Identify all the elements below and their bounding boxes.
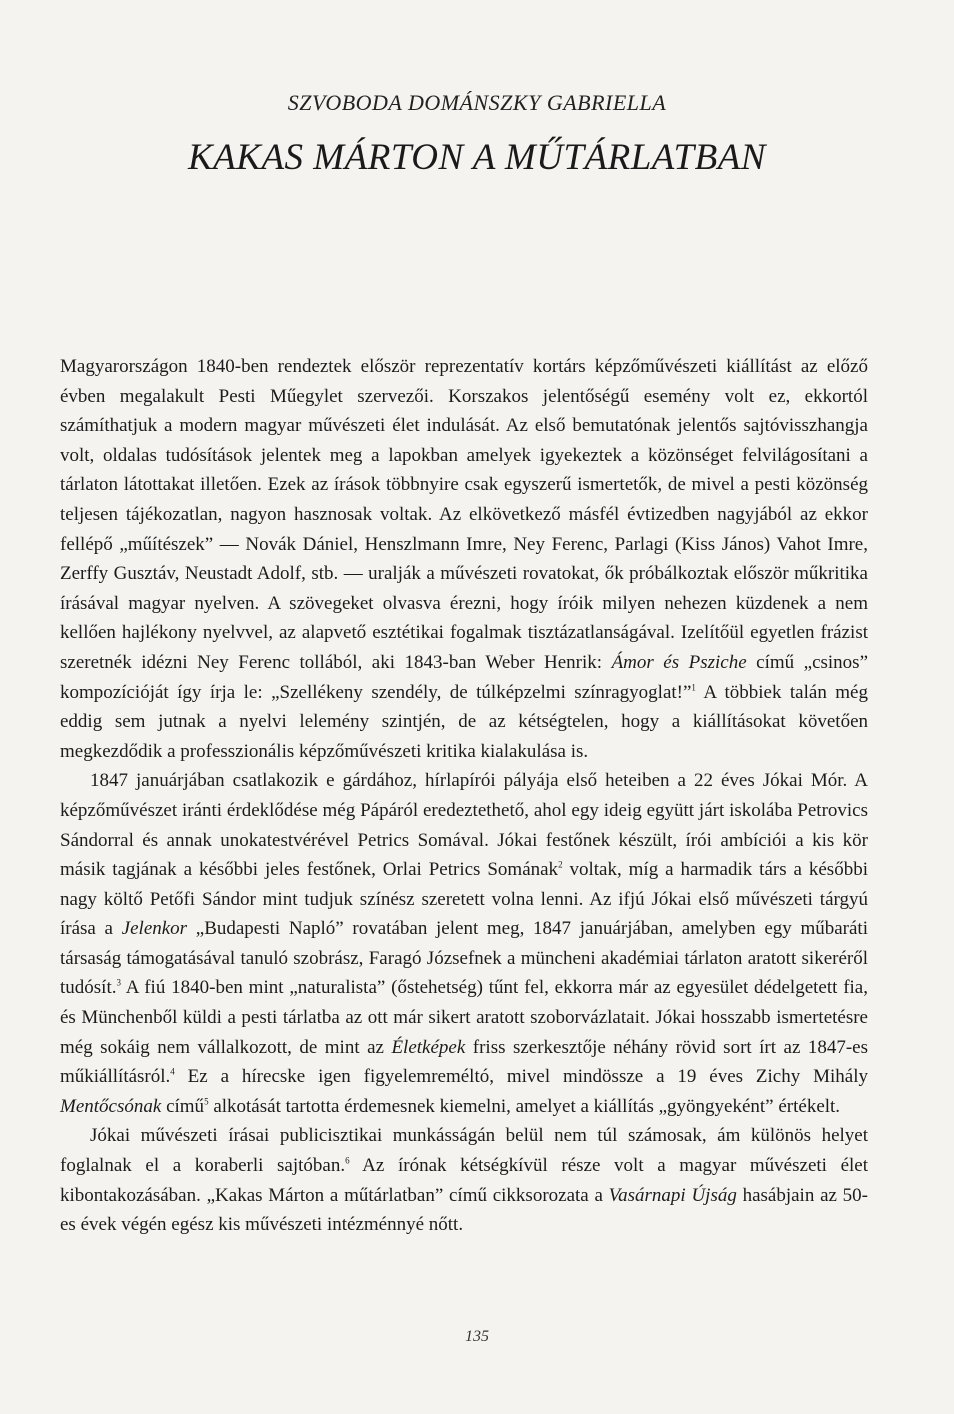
text-run: Magyarországon 1840-ben rendeztek először reprezentatív kortárs képzőművészeti kiállítást az előző évben megalakult Pesti Műegylet szervezői. Korszakos jelentőségű esemény volt ez, ekkortól számíthatjuk a modern magyar művészeti élet indulását. Az első bemutatónak jelentős sajtóvisszhangja volt, oldalas tudósítások jelentek meg a lapokban amelyek igyekeztek a közönséget felvilágosítani a tárlaton látottakat illetően. Ezek az írások többnyire csak egyszerű ismertetők, de mivel a pesti közönség teljesen tájékozatlan, nagyon hasznosak voltak. Az elkövetkező másfél évtizedben nagyjából az ekkor fellépő „műítészek” — Novák Dániel, Henszlmann Imre, Ney Ferenc, Parlagi (Kiss János) Vahot Imre, Zerffy Gusztáv, Neustadt Adolf, stb. — uralják a művészeti rovatokat, ők próbálkoztak először műkritika írásával magyar nyelven. A szövegeket olvasva érezni, hogy íróik milyen nehezen küzdenek a nem kellően hajlékony nyelvvel, az alapvető esztétikai fogalmak tisztázatlanságával. Izelítőül egyetlen frázist szeretnék idézni Ney Ferenc tollából, aki 1843-ban Weber Henrik: [60, 356, 868, 673]
footnote-marker: 2 [558, 859, 563, 870]
italic-text: Mentőcsónak [60, 1095, 162, 1117]
footnote-marker: 3 [116, 978, 121, 989]
body-paragraph [60, 352, 868, 766]
text-run: voltak, míg a harmadik társ a későbbi nagy költő Petőfi Sándor mint tudjuk színész szeretett volna lenni. Az ifjú Jókai első művészeti tárgyú írása a [60, 859, 868, 940]
footnote-marker: 1 [691, 682, 696, 693]
text-run: A többiek talán még eddig sem jutnak a nyelvi lelemény szintjén, de az kétségtelen, hogy a kiállításokat követően megkezdődik a professzionális képzőművészeti kritika kialakulása is. [60, 681, 868, 762]
text-run: friss szerkesztője néhány rövid sort írt az 1847-es műkiállításról. [60, 1036, 869, 1088]
text-run: című [161, 1095, 205, 1117]
footnote-marker: 5 [204, 1096, 209, 1107]
body-paragraph [60, 766, 868, 1121]
article-title: KAKAS MÁRTON A MŰTÁRLATBAN [188, 137, 766, 178]
footnote-marker: 6 [345, 1155, 350, 1166]
italic-text: Jelenkor [121, 918, 188, 940]
text-run: „Budapesti Napló” rovatában jelent meg, 1847 januárjában, amelyben egy műbaráti társaság támogatásával tanuló szobrász, Faragó Józsefnek a müncheni akadémiai tárlaton aratott sikeréről tudósít. [60, 918, 868, 999]
text-run: című „csinos” kompozícióját így írja le: „Szellékeny szendély, de túlképzelmi színragyoglat!” [60, 651, 869, 703]
italic-text: Ámor és Psziche [611, 651, 747, 673]
footnote-marker: 4 [170, 1066, 175, 1077]
body-paragraph [60, 1121, 868, 1239]
text-run: Jókai művészeti írásai publicisztikai munkásságán belül nem túl számosak, ám különös helyet foglalnak el a koraberli sajtóban. [60, 1125, 868, 1177]
text-run: 1847 januárjában csatlakozik e gárdához, hírlapírói pályája első heteiben a 22 éves Jókai Mór. A képzőművészet iránti érdeklődése még Pápáról eredeztethető, ahol egy ideig együtt járt iskolába Petrovics Sándorral és annak unokatestvérével Petrics Somával. Jókai festőnek készült, írói ambíciói a kis kör másik tagjának a későbbi jeles festőnek, Orlai Petrics Somának [60, 770, 868, 881]
italic-text: Vasárnapi Újság [608, 1184, 737, 1206]
italic-text: Életképek [391, 1036, 466, 1058]
page-number: 135 [465, 1328, 489, 1345]
text-run: Az írónak kétségkívül része volt a magyar művészeti élet kibontakozásában. „Kakas Márton a műtárlatban” című cikksorozata a [60, 1155, 868, 1206]
text-run: hasábjain az 50-es évek végén egész kis művészeti intézménnyé nőtt. [60, 1184, 868, 1236]
article-body [60, 352, 868, 1240]
text-run: alkotását tartotta érdemesnek kiemelni, amelyet a kiállítás „gyöngyeként” értékelt. [208, 1095, 841, 1117]
text-run: Ez a hírecske igen figyelemreméltó, mivel mindössze a 19 éves Zichy Mihály [174, 1066, 868, 1088]
author-name: SZVOBODA DOMÁNSZKY GABRIELLA [287, 90, 667, 115]
text-run: A fiú 1840-ben mint „naturalista” (őstehetség) tűnt fel, ekkorra már az egyesület dédelgetett fia, és Münchenből küldi a pesti tárlatba az ott már sikert aratott szoborvázlatait. Jókai hosszabb ismertetésre még sokáig nem vállalkozott, de mint az [60, 977, 868, 1058]
